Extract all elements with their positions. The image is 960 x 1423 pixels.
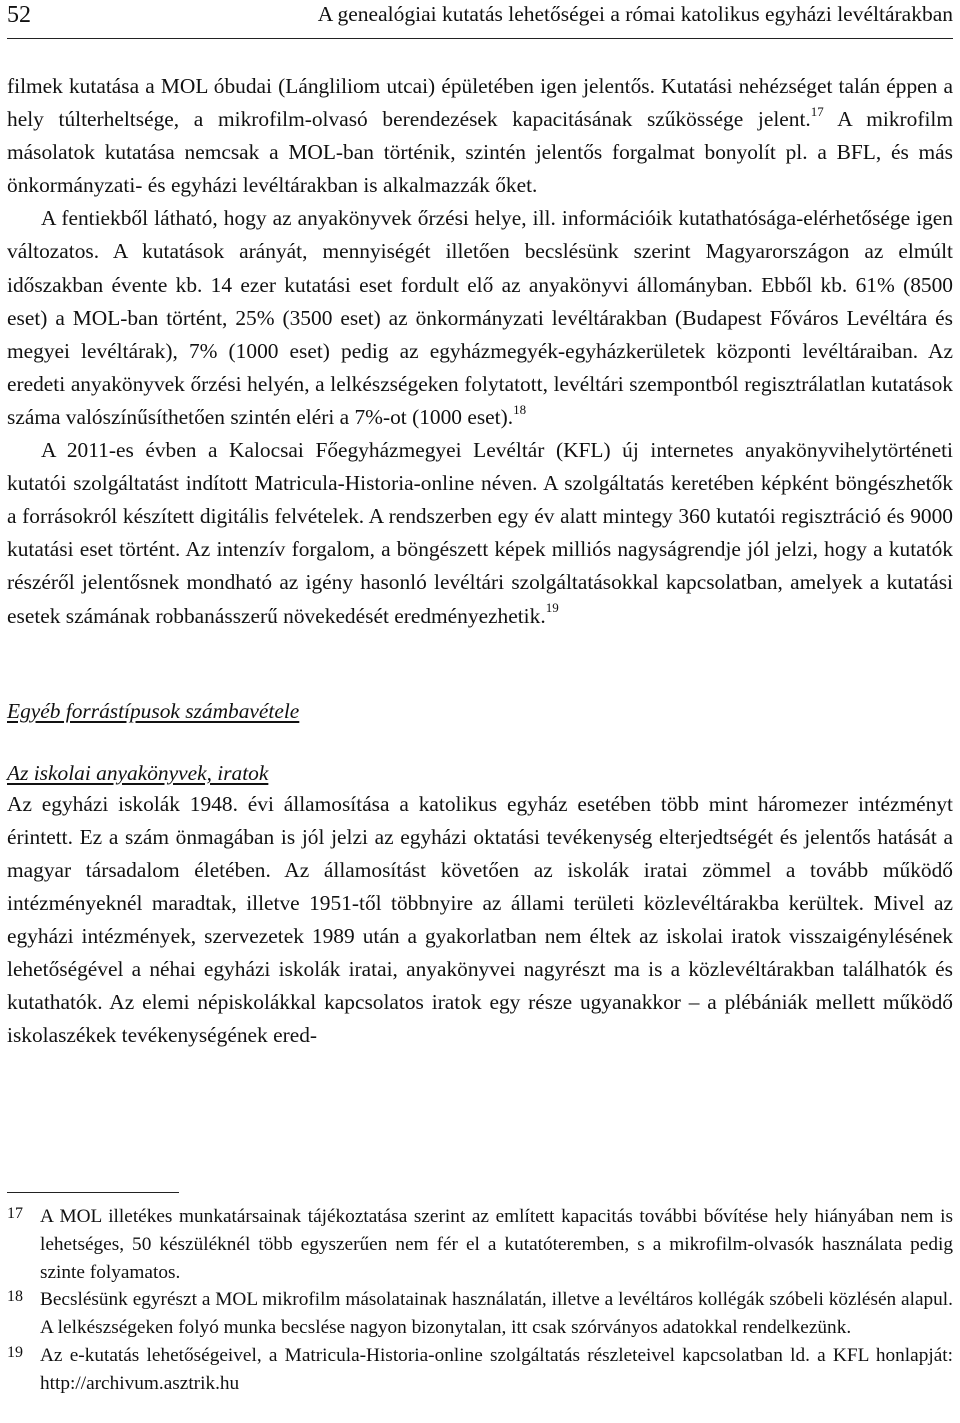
paragraph-4: Az egyházi iskolák 1948. évi államosítása a katolikus egyház esetében több mint háromezer intézményt érintett. Ez a szám önmagában is jól jelzi az egyházi oktatási tevékenység elterjedtségét és jelentős hatását a magyar társadalom életében. Az államosítást követően az iskolák iratai zömmel a tovább működő intézményeknél maradtak, illetve 1951-től többnyire az állami területi közlevéltárakba kerültek. Mivel az egyházi intézmények, szervezetek 1989 után a gyakorlatban nem éltek az iskolai iratok visszaigénylésének lehetőségével a néhai egyházi iskolák iratai, anyakönyvei nagyrészt ma is a közlevéltárakban találhatók és kutathatók. Az elemi népiskolákkal kapcsolatos iratok egy része ugyanakkor – a plébániák mellett működő iskolaszékek tevékenységének ered- <box>7 791 953 1048</box>
paragraph-2 <box>7 202 953 434</box>
footnote-ref-17: 17 <box>810 103 824 119</box>
footnote-ref-19: 19 <box>545 600 559 616</box>
footnote-text: Az e-kutatás lehetőségeivel, a Matricula-Historia-online szolgáltatás részleteivel kapcsolatban ld. a KFL honlapját: http://archivum.asztrik.hu <box>40 1344 953 1394</box>
paragraph-3-text: A 2011-es évben a Kalocsai Főegyházmegyei Levéltár (KFL) új internetes anyakönyvihelytörténeti kutatói szolgáltatást indított Matricula-Historia-online néven. A szolgáltatás keretében képként böngészhetők a forrásokról készített digitális felvételek. A rendszerben egy év alatt mintegy 360 kutatói regisztráció és 9000 kutatási eset történt. Az intenzív forgalom, a böngészett képek milliós nagyságrendje jól jelzi, hogy a kutatók részéről jelentősnek mondható az igény hasonló levéltári szolgáltatásokkal kapcsolatban, amelyek a kutatási esetek számának robbanásszerű növekedését eredményezhetik. <box>7 438 953 628</box>
paragraph-3 <box>7 434 953 633</box>
footnote-text: A MOL illetékes munkatársainak tájékoztatása szerint az említett kapacitás további bővítése hely hiányában nem is lehetséges, 50 készüléknél több egyszerűen nem fér el a kutatóteremben, s a mikrofilm-olvasók használata pedig szinte folyamatos. <box>40 1206 953 1283</box>
footnote-number: 17 <box>7 1205 23 1222</box>
sub-heading: Az iskolai anyakönyvek, iratok <box>7 760 269 785</box>
footnote-18 <box>7 1286 953 1342</box>
footnote-ref-18: 18 <box>513 401 527 417</box>
footnotes <box>7 1192 953 1398</box>
footnote-number: 18 <box>7 1288 23 1306</box>
footnote-text: Becslésünk egyrészt a MOL mikrofilm másolatainak használatán, illetve a levéltáros kollégák szóbeli közlésén alapul. A lelkészségeken folyó munka becslése nagyon bizonytalan, itt csak szórványos adatokkal rendelkezünk. <box>40 1289 953 1339</box>
section-heading: Egyéb forrástípusok számbavétele <box>7 698 300 723</box>
page-number: 52 <box>7 2 31 28</box>
footnote-17 <box>7 1203 953 1286</box>
paragraph-1-text-b: A mikrofilm másolatok kutatása nemcsak a MOL-ban történik, szintén jelentős forgalmat bonyolít pl. a BFL, és más önkormányzati- és egyházi levéltárakban is alkalmazzák őket. <box>7 107 953 198</box>
paragraph-1-text-a: filmek kutatása a MOL óbudai (Lángliliom utcai) épületében igen jelentős. Kutatási nehézséget talán éppen a hely túlterheltsége, a mikrofilm-olvasó berendezések kapacitásának szűkössége jelent. <box>7 74 953 132</box>
paragraph-2-text: A fentiekből látható, hogy az anyakönyvek őrzési helye, ill. információik kutathatósága-elérhetősége igen változatos. A kutatások arányát, mennyiségét illetően becslésünk szerint Magyarországon az elmúlt időszakban évente kb. 14 ezer kutatási eset fordult elő az anyakönyvi állományban. Ebből kb. 61% (8500 eset) a MOL-ban történt, 25% (3500 eset) az önkormányzati levéltárakban (Budapest Főváros Levéltára és megyei levéltárak), 7% (1000 eset) pedig az egyházmegyék-egyházkerületek központi levéltáraiban. Az eredeti anyakönyvek őrzési helyén, a lelkészségeken folytatott, levéltári szempontból regisztrálatlan kutatások száma valószínűsíthetően szintén eléri a 7%-ot (1000 eset). <box>7 206 953 429</box>
footnote-separator <box>7 1192 179 1193</box>
running-title: A genealógiai kutatás lehetőségei a római katolikus egyházi levéltárakban <box>317 2 953 26</box>
paragraph-1 <box>7 70 953 202</box>
footnote-19 <box>7 1342 953 1398</box>
body-text <box>7 70 953 1052</box>
footnote-number: 19 <box>7 1343 23 1361</box>
page-header <box>7 0 953 39</box>
